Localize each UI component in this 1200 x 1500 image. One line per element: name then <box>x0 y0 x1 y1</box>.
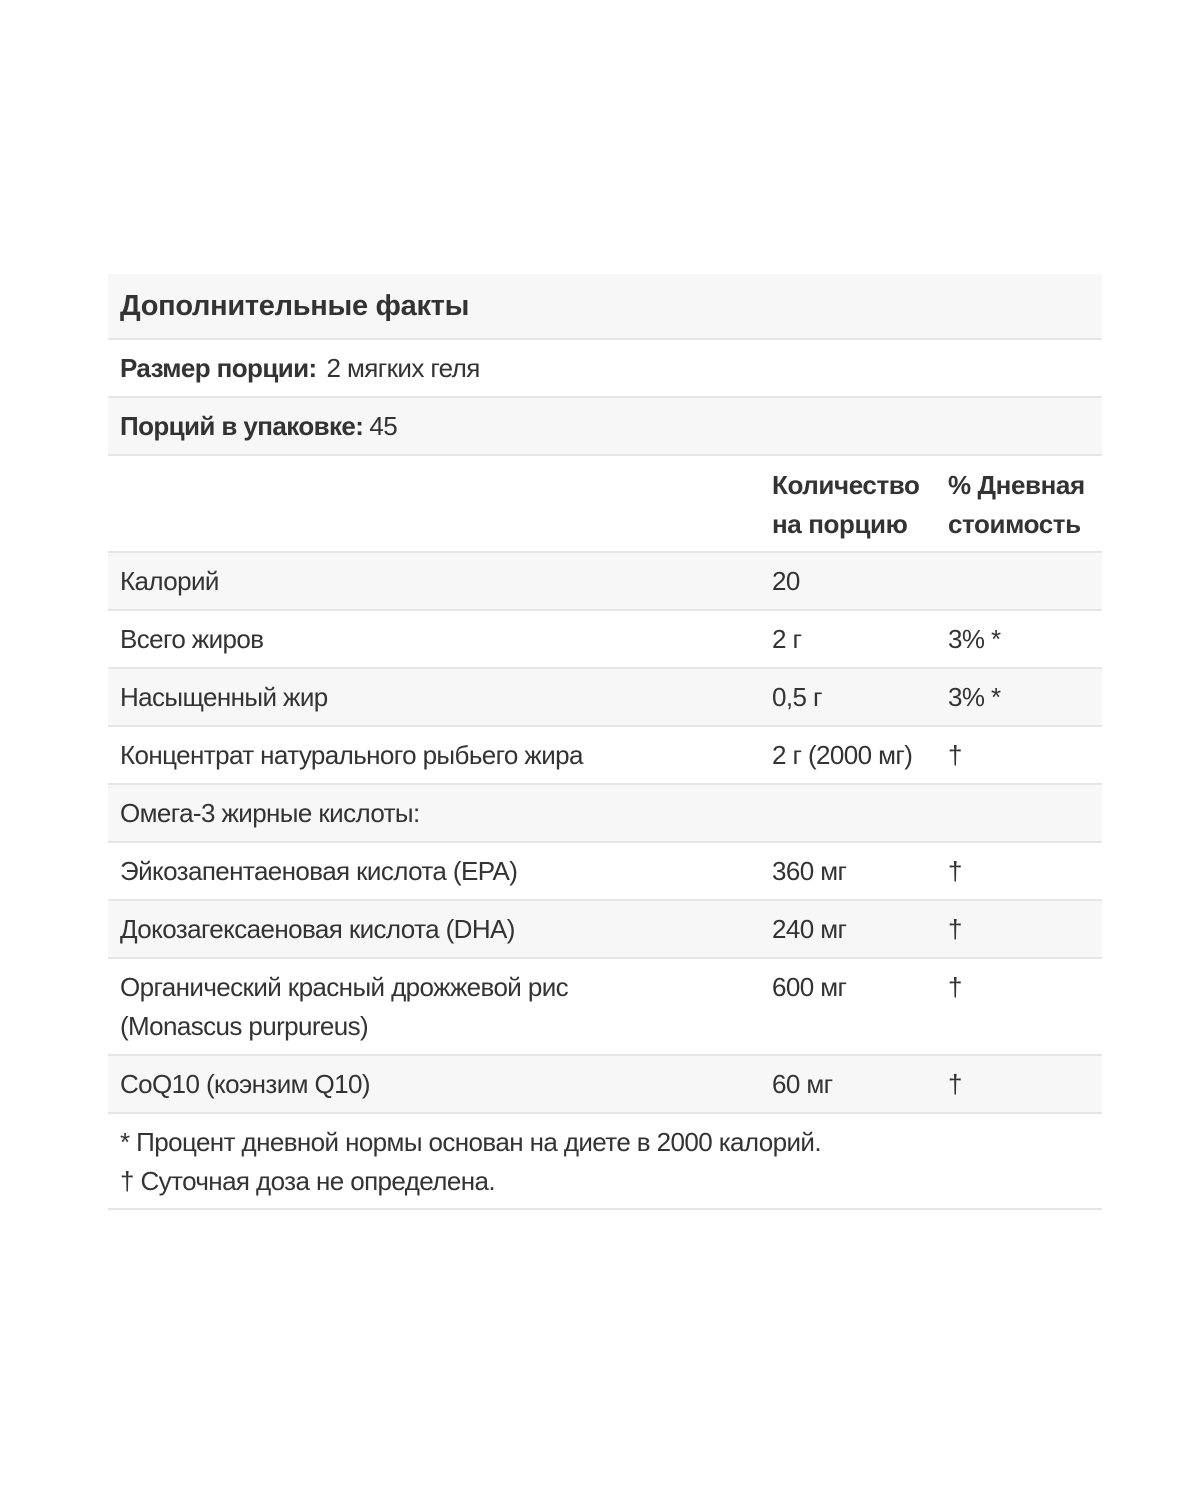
serving-size-row <box>108 340 1102 398</box>
nutrient-dv: † <box>948 972 962 1002</box>
table-row <box>108 1056 1102 1114</box>
nutrient-name: Докозагексаеновая кислота (DHA) <box>120 913 515 944</box>
nutrient-amount: 2 г <box>772 623 802 654</box>
nutrient-name-line2: (Monascus purpureus) <box>120 1011 369 1041</box>
table-row <box>108 611 1102 669</box>
nutrient-name: Концентрат натурального рыбьего жира <box>120 739 583 770</box>
nutrient-name: Калорий <box>120 565 219 596</box>
nutrient-dv: † <box>948 739 962 770</box>
nutrient-name: Насыщенный жир <box>120 681 328 712</box>
table-header-row <box>108 456 1102 553</box>
footnotes <box>108 1114 1102 1210</box>
nutrient-dv: † <box>948 855 962 886</box>
footnote-daily-value: * Процент дневной нормы основан на диете в 2000 калорий. <box>120 1127 821 1157</box>
facts-title: Дополнительные факты <box>108 274 1102 340</box>
header-amount-column <box>760 466 938 551</box>
nutrient-name: CoQ10 (коэнзим Q10) <box>120 1068 370 1099</box>
nutrient-dv: † <box>948 913 962 944</box>
servings-per-container-row <box>108 398 1102 456</box>
nutrient-amount: 240 мг <box>772 913 847 944</box>
table-row <box>108 901 1102 959</box>
nutrient-amount: 0,5 г <box>772 681 822 712</box>
table-row <box>108 553 1102 611</box>
nutrient-name: Эйкозапентаеновая кислота (EPA) <box>120 855 518 886</box>
table-row <box>108 669 1102 727</box>
servings-value: 45 <box>369 410 398 441</box>
nutrient-name-line1: Органический красный дрожжевой рис <box>120 972 569 1002</box>
nutrient-dv: † <box>948 1068 962 1099</box>
nutrient-amount: 360 мг <box>772 855 847 886</box>
serving-size-value: 2 мягких геля <box>326 352 480 383</box>
table-row <box>108 959 1102 1056</box>
header-name-column <box>108 466 760 551</box>
footnote-not-established: † Суточная доза не определена. <box>120 1166 495 1196</box>
table-row <box>108 785 1102 843</box>
servings-label: Порций в упаковке: <box>120 410 364 441</box>
nutrient-amount: 2 г (2000 мг) <box>772 739 913 770</box>
supplement-facts-table <box>108 274 1102 1210</box>
nutrient-name: Всего жиров <box>120 623 264 654</box>
nutrient-dv: 3% * <box>948 681 1001 712</box>
nutrient-amount: 600 мг <box>772 972 847 1002</box>
header-dv-column <box>938 466 1102 551</box>
table-row <box>108 843 1102 901</box>
header-dv-line2: стоимость <box>948 509 1081 539</box>
nutrient-name: Омега-3 жирные кислоты: <box>120 797 420 828</box>
nutrient-dv: 3% * <box>948 623 1001 654</box>
header-amount-line1: Количество <box>772 470 920 500</box>
nutrient-amount: 20 <box>772 565 800 596</box>
header-dv-line1: % Дневная <box>948 470 1085 500</box>
nutrient-name <box>108 968 760 1046</box>
nutrient-amount: 60 мг <box>772 1068 833 1099</box>
table-row <box>108 727 1102 785</box>
header-amount-line2: на порцию <box>772 509 908 539</box>
serving-size-label: Размер порции: <box>120 352 317 383</box>
